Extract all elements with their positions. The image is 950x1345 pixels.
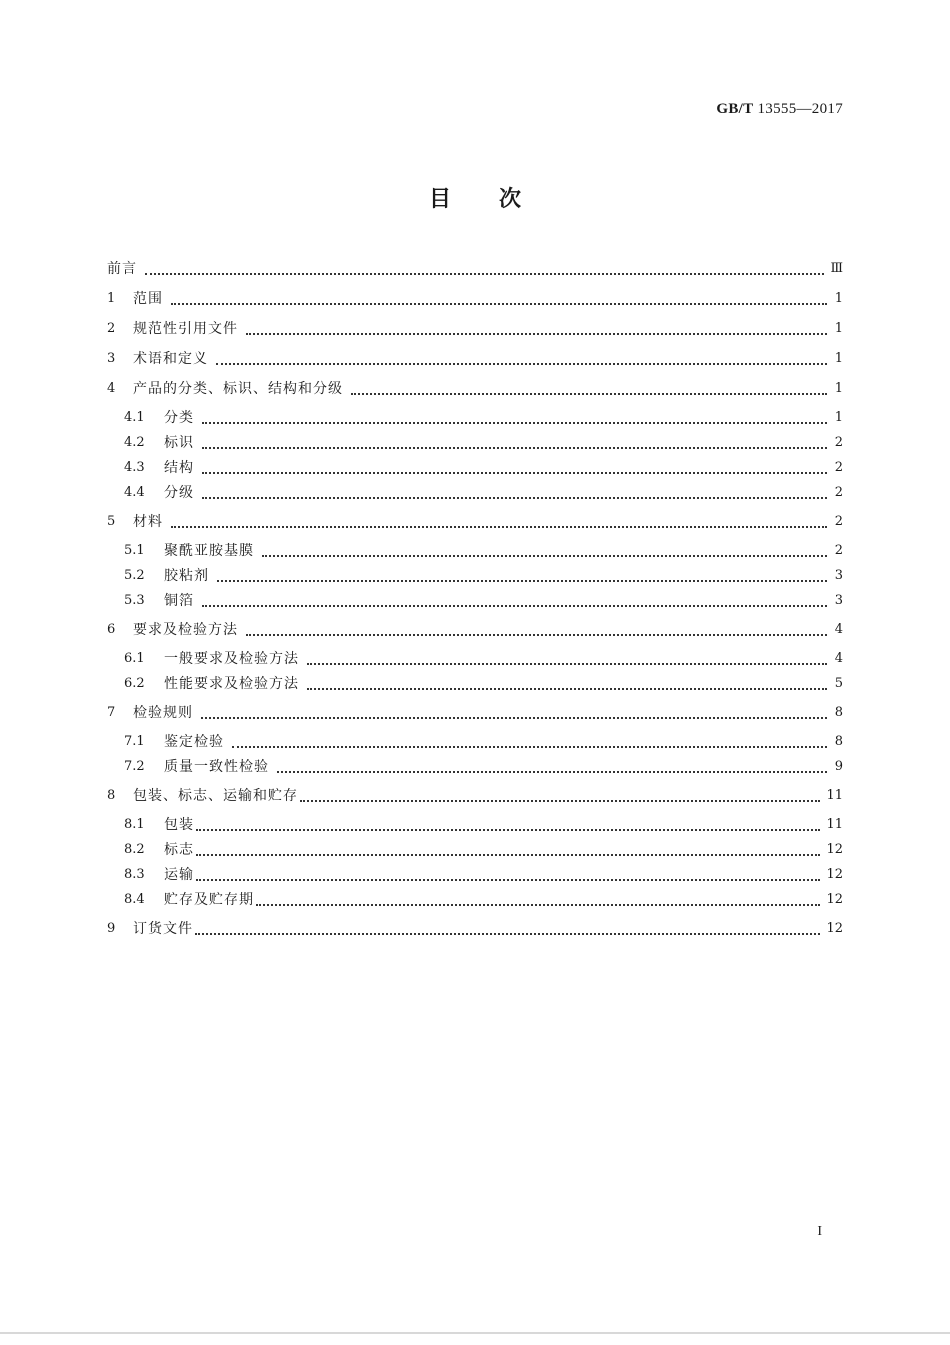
- toc-entry[interactable]: [107, 564, 843, 586]
- toc-entry[interactable]: [107, 431, 843, 453]
- toc-entry-page: 8: [834, 704, 843, 720]
- toc-dot-leader: [256, 903, 820, 906]
- toc-dot-leader: [201, 716, 827, 719]
- toc-entry-number: 8.3: [124, 866, 145, 882]
- toc-entry-label: 检验规则: [133, 705, 193, 721]
- toc-entry-page: Ⅲ: [830, 260, 843, 276]
- toc-entry-number: 8.2: [124, 841, 145, 857]
- toc-entry-page: 1: [834, 290, 843, 306]
- toc-dot-leader: [196, 828, 820, 831]
- toc-entry-page: 2: [834, 459, 843, 475]
- toc-entry-number: 5.3: [124, 592, 145, 608]
- toc-entry[interactable]: [107, 456, 843, 478]
- toc-entry-label: 铜箔: [164, 593, 194, 609]
- toc-entry[interactable]: [107, 838, 843, 860]
- toc-entry-page: 1: [834, 380, 843, 396]
- toc-dot-leader: [217, 579, 827, 582]
- toc-entry-label: 胶粘剂: [164, 568, 209, 584]
- toc-entry-page: 1: [834, 409, 843, 425]
- toc-entry-label: 聚酰亚胺基膜: [164, 543, 254, 559]
- toc-entry-page: 2: [834, 542, 843, 558]
- toc-entry-label: 质量一致性检验: [164, 759, 269, 775]
- toc-entry-number: 7.2: [124, 758, 145, 774]
- toc-entry-page: 4: [834, 650, 843, 666]
- toc-entry-page: 4: [834, 621, 843, 637]
- toc-dot-leader: [277, 770, 827, 773]
- toc-dot-leader: [307, 687, 827, 690]
- toc-entry-label: 标识: [164, 435, 194, 451]
- toc-entry-label: 性能要求及检验方法: [164, 676, 299, 692]
- toc-entry-page: 2: [834, 434, 843, 450]
- toc-dot-leader: [202, 604, 827, 607]
- toc-entry[interactable]: [107, 317, 843, 339]
- toc-entry-number: 8.4: [124, 891, 145, 907]
- toc-entry[interactable]: [107, 730, 843, 752]
- toc-entry[interactable]: [107, 377, 843, 399]
- toc-entry-number: 4.4: [124, 484, 145, 500]
- toc-dot-leader: [246, 332, 827, 335]
- toc-entry-page: 11: [826, 816, 843, 832]
- toc-entry-page: 12: [826, 866, 843, 882]
- toc-entry[interactable]: [107, 539, 843, 561]
- toc-entry-number: 5.1: [124, 542, 145, 558]
- toc-entry[interactable]: [107, 784, 843, 806]
- toc-entry-label: 订货文件: [133, 921, 193, 937]
- toc-entry-label: 鉴定检验: [164, 734, 224, 750]
- toc-dot-leader: [246, 633, 827, 636]
- toc-entry-page: 2: [834, 513, 843, 529]
- toc-entry-label: 要求及检验方法: [133, 622, 238, 638]
- toc-dot-leader: [171, 302, 827, 305]
- toc-entry[interactable]: [107, 287, 843, 309]
- toc-entry-page: 5: [834, 675, 843, 691]
- toc-entry-page: 1: [834, 350, 843, 366]
- toc-entry-page: 3: [834, 567, 843, 583]
- toc-entry-label: 规范性引用文件: [133, 321, 238, 337]
- toc-entry[interactable]: [107, 813, 843, 835]
- toc-entry-label: 运输: [164, 867, 194, 883]
- toc-entry[interactable]: [107, 672, 843, 694]
- toc-entry-number: 4.2: [124, 434, 145, 450]
- toc-entry[interactable]: [107, 481, 843, 503]
- footer-page-number: I: [817, 1224, 822, 1239]
- toc-entry-number: 7.1: [124, 733, 145, 749]
- toc-entry-label: 分类: [164, 410, 194, 426]
- toc-dot-leader: [202, 446, 827, 449]
- toc-dot-leader: [307, 662, 827, 665]
- toc-entry-label: 包装、标志、运输和贮存: [133, 788, 298, 804]
- toc-entry-label: 包装: [164, 817, 194, 833]
- document-code: [716, 101, 843, 118]
- toc-entry-number: 4.3: [124, 459, 145, 475]
- toc-dot-leader: [300, 799, 820, 802]
- toc-entry[interactable]: [107, 863, 843, 885]
- toc-entry-page: 8: [834, 733, 843, 749]
- toc-entry-number: 3: [107, 350, 116, 366]
- toc-entry-number: 2: [107, 320, 116, 336]
- toc-dot-leader: [196, 878, 820, 881]
- toc-entry-page: 3: [834, 592, 843, 608]
- toc-entry-number: 6.1: [124, 650, 145, 666]
- toc-entry-number: 8: [107, 787, 116, 803]
- toc-dot-leader: [351, 392, 827, 395]
- toc-entry-label: 术语和定义: [133, 351, 208, 367]
- toc-dot-leader: [202, 421, 827, 424]
- page-title: [0, 182, 950, 213]
- toc-entry-page: 12: [826, 841, 843, 857]
- toc-entry[interactable]: [107, 618, 843, 640]
- toc-entry-number: 6.2: [124, 675, 145, 691]
- title-part-2: 次: [499, 187, 522, 212]
- toc-entry-number: 8.1: [124, 816, 145, 832]
- toc-entry-page: 12: [826, 920, 843, 936]
- toc-dot-leader: [171, 525, 827, 528]
- toc-dot-leader: [196, 853, 820, 856]
- toc-entry-number: 6: [107, 621, 116, 637]
- toc-entry[interactable]: [107, 589, 843, 611]
- toc-entry-page: 1: [834, 320, 843, 336]
- toc-entry[interactable]: [107, 257, 843, 279]
- bottom-divider: [0, 1332, 950, 1334]
- toc-dot-leader: [262, 554, 827, 557]
- toc-entry-number: 4.1: [124, 409, 145, 425]
- toc-entry-label: 标志: [164, 842, 194, 858]
- toc-entry-label: 贮存及贮存期: [164, 892, 254, 908]
- title-part-1: 目: [428, 187, 451, 212]
- toc-entry[interactable]: [107, 917, 843, 939]
- toc-entry-label: 分级: [164, 485, 194, 501]
- toc-entry-label: 材料: [133, 514, 163, 530]
- toc-entry-label: 一般要求及检验方法: [164, 651, 299, 667]
- doc-code-prefix: GB/T: [716, 101, 754, 117]
- toc-entry-label: 结构: [164, 460, 194, 476]
- toc-entry-page: 12: [826, 891, 843, 907]
- toc-entry[interactable]: [107, 647, 843, 669]
- toc-entry-number: 7: [107, 704, 116, 720]
- toc-entry-number: 5: [107, 513, 116, 529]
- toc-entry[interactable]: [107, 347, 843, 369]
- toc-entry[interactable]: [107, 701, 843, 723]
- toc-entry[interactable]: [107, 755, 843, 777]
- toc-entry-number: 4: [107, 380, 116, 396]
- toc-dot-leader: [216, 362, 827, 365]
- toc-dot-leader: [202, 471, 827, 474]
- toc-dot-leader: [202, 496, 827, 499]
- toc-entry[interactable]: [107, 406, 843, 428]
- toc-dot-leader: [232, 745, 827, 748]
- toc-entry-page: 11: [826, 787, 843, 803]
- toc-entry[interactable]: [107, 888, 843, 910]
- toc-dot-leader: [145, 272, 824, 275]
- toc-dot-leader: [195, 932, 820, 935]
- toc-entry-label: 范围: [133, 291, 163, 307]
- toc-entry-number: 5.2: [124, 567, 145, 583]
- toc-entry-number: 1: [107, 290, 116, 306]
- toc-entry[interactable]: [107, 510, 843, 532]
- toc-entry-label: 前言: [107, 261, 137, 277]
- toc-entry-number: 9: [107, 920, 116, 936]
- toc-entry-label: 产品的分类、标识、结构和分级: [133, 381, 343, 397]
- doc-code-number: 13555—2017: [757, 101, 843, 117]
- toc-entry-page: 2: [834, 484, 843, 500]
- toc-entry-page: 9: [834, 758, 843, 774]
